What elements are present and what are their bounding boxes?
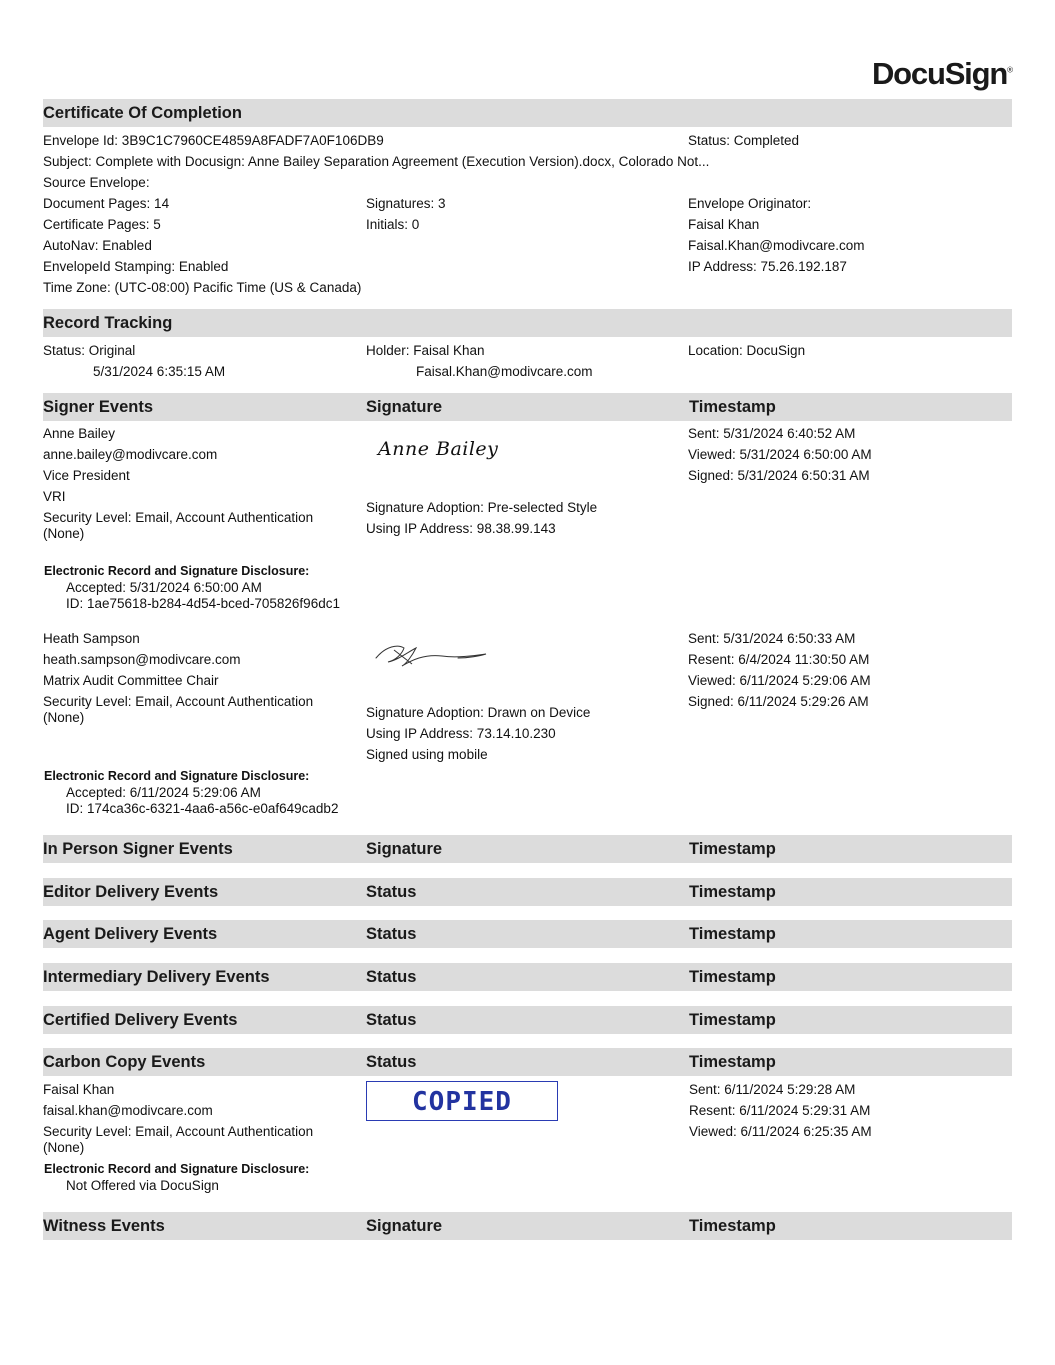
envelopeid-stamping: EnvelopeId Stamping: Enabled (43, 259, 229, 274)
record-status-date: 5/31/2024 6:35:15 AM (93, 364, 226, 379)
column-header-status: Status (366, 883, 417, 901)
signatures-count: Signatures: 3 (366, 196, 446, 211)
record-holder-email: Faisal.Khan@modivcare.com (416, 364, 593, 379)
section-title: Certificate Of Completion (43, 104, 242, 122)
signer-email: anne.bailey@modivcare.com (43, 447, 218, 462)
signer-name: Heath Sampson (43, 631, 140, 646)
section-title: Carbon Copy Events (43, 1053, 206, 1071)
section-header-signer-events (43, 393, 1012, 421)
envelope-subject: Subject: Complete with Docusign: Anne Bailey Separation Agreement (Execution Version).docx, Colorado Not... (43, 154, 710, 169)
time-zone: Time Zone: (UTC-08:00) Pacific Time (US & Canada) (43, 280, 362, 295)
docusign-logo: DocuSign® (872, 56, 1013, 91)
envelope-id: Envelope Id: 3B9C1C7960CE4859A8FADF7A0F106DB9 (43, 133, 384, 148)
initials-count: Initials: 0 (366, 217, 420, 232)
signed-using-mobile: Signed using mobile (366, 747, 488, 762)
section-header-intermediary (43, 963, 1012, 991)
signature-adoption: Signature Adoption: Drawn on Device (366, 705, 591, 720)
envelope-status: Status: Completed (688, 133, 800, 148)
disclosure-id: ID: 1ae75618-b284-4d54-bced-705826f96dc1 (66, 596, 340, 611)
certificate-pages: Certificate Pages: 5 (43, 217, 161, 232)
column-header-signature: Signature (366, 1217, 443, 1235)
disclosure-accepted: Accepted: 6/11/2024 5:29:06 AM (66, 785, 261, 800)
signer-security-level: Security Level: Email, Account Authentication (None) (43, 694, 314, 725)
column-header-timestamp: Timestamp (689, 1011, 776, 1029)
originator-name: Faisal Khan (688, 217, 760, 232)
disclosure-label: Electronic Record and Signature Disclosure: (44, 1162, 310, 1176)
document-pages: Document Pages: 14 (43, 196, 170, 211)
column-header-timestamp: Timestamp (689, 925, 776, 943)
record-status: Status: Original (43, 343, 136, 358)
signer-email: heath.sampson@modivcare.com (43, 652, 241, 667)
cc-name: Faisal Khan (43, 1082, 115, 1097)
timestamp-resent: Resent: 6/11/2024 5:29:31 AM (689, 1103, 871, 1118)
disclosure-label: Electronic Record and Signature Disclosure: (44, 769, 310, 783)
section-header-agent (43, 920, 1012, 948)
column-header-signature: Signature (366, 398, 443, 416)
column-header-timestamp: Timestamp (689, 1217, 776, 1235)
source-envelope: Source Envelope: (43, 175, 150, 190)
record-holder: Holder: Faisal Khan (366, 343, 485, 358)
timestamp-resent: Resent: 6/4/2024 11:30:50 AM (688, 652, 870, 667)
column-header-status: Status (366, 925, 417, 943)
timestamp-signed: Signed: 6/11/2024 5:29:26 AM (688, 694, 869, 709)
signature-image: Anne Bailey (378, 438, 499, 460)
disclosure-value: Not Offered via DocuSign (66, 1178, 219, 1193)
timestamp-sent: Sent: 5/31/2024 6:50:33 AM (688, 631, 856, 646)
timestamp-sent: Sent: 6/11/2024 5:29:28 AM (689, 1082, 856, 1097)
section-header-in-person (43, 835, 1012, 863)
cc-email: faisal.khan@modivcare.com (43, 1103, 213, 1118)
originator-ip: IP Address: 75.26.192.187 (688, 259, 847, 274)
section-title: Witness Events (43, 1217, 165, 1235)
originator-email: Faisal.Khan@modivcare.com (688, 238, 865, 253)
timestamp-viewed: Viewed: 6/11/2024 5:29:06 AM (688, 673, 871, 688)
signer-name: Anne Bailey (43, 426, 116, 441)
column-header-timestamp: Timestamp (689, 1053, 776, 1071)
section-header-carbon-copy (43, 1048, 1012, 1076)
signature-drawing (372, 638, 492, 672)
column-header-timestamp: Timestamp (689, 840, 776, 858)
signature-ip: Using IP Address: 98.38.99.143 (366, 521, 556, 536)
disclosure-label: Electronic Record and Signature Disclosure: (44, 564, 310, 578)
column-header-status: Status (366, 968, 417, 986)
signer-security-level: Security Level: Email, Account Authentication (None) (43, 510, 314, 541)
timestamp-signed: Signed: 5/31/2024 6:50:31 AM (688, 468, 870, 483)
signer-title: Matrix Audit Committee Chair (43, 673, 219, 688)
column-header-signature: Signature (366, 840, 443, 858)
disclosure-id: ID: 174ca36c-6321-4aa6-a56c-e0af649cadb2 (66, 801, 339, 816)
section-header-editor (43, 878, 1012, 906)
section-header-certified (43, 1006, 1012, 1034)
column-header-timestamp: Timestamp (689, 968, 776, 986)
timestamp-viewed: Viewed: 5/31/2024 6:50:00 AM (688, 447, 872, 462)
section-title: Editor Delivery Events (43, 883, 219, 901)
column-header-status: Status (366, 1011, 417, 1029)
autonav: AutoNav: Enabled (43, 238, 152, 253)
section-title: In Person Signer Events (43, 840, 233, 858)
column-header-timestamp: Timestamp (689, 398, 776, 416)
column-header-status: Status (366, 1053, 417, 1071)
timestamp-viewed: Viewed: 6/11/2024 6:25:35 AM (689, 1124, 872, 1139)
section-header-witness (43, 1212, 1012, 1240)
section-title: Record Tracking (43, 314, 173, 332)
column-header-timestamp: Timestamp (689, 883, 776, 901)
record-location: Location: DocuSign (688, 343, 806, 358)
section-title: Agent Delivery Events (43, 925, 218, 943)
signer-title: Vice President (43, 468, 130, 483)
signer-company: VRI (43, 489, 66, 504)
timestamp-sent: Sent: 5/31/2024 6:40:52 AM (688, 426, 856, 441)
cc-security-level: Security Level: Email, Account Authentication (None) (43, 1124, 314, 1155)
disclosure-accepted: Accepted: 5/31/2024 6:50:00 AM (66, 580, 262, 595)
section-title: Signer Events (43, 398, 154, 416)
section-header-record-tracking (43, 309, 1012, 337)
envelope-originator-label: Envelope Originator: (688, 196, 812, 211)
signature-adoption: Signature Adoption: Pre-selected Style (366, 500, 598, 515)
section-title: Certified Delivery Events (43, 1011, 238, 1029)
copied-stamp: COPIED (366, 1081, 558, 1121)
section-title: Intermediary Delivery Events (43, 968, 270, 986)
section-header-certificate (43, 99, 1012, 127)
signature-ip: Using IP Address: 73.14.10.230 (366, 726, 556, 741)
